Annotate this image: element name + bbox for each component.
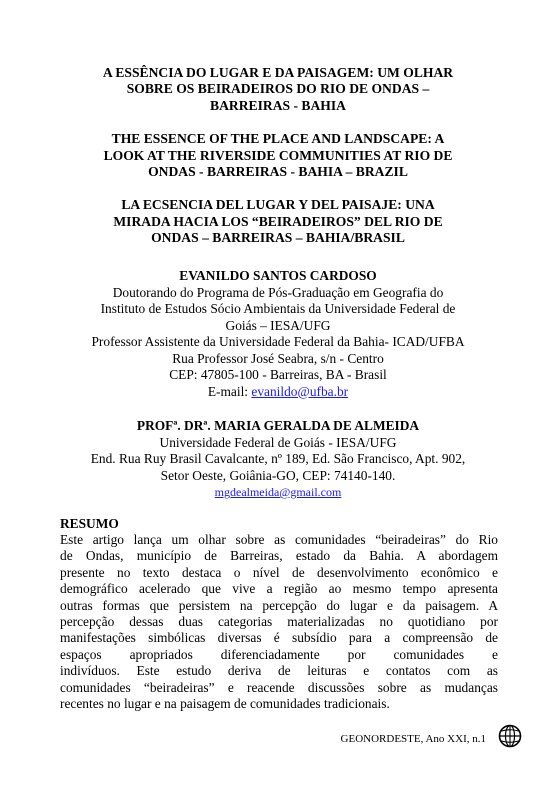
abstract: [60, 516, 498, 712]
title-line: BARREIRAS - BAHIA: [210, 97, 346, 113]
author-block-1: [60, 268, 496, 400]
title-line: SOBRE OS BEIRADEIROS DO RIO DE ONDAS –: [126, 81, 430, 97]
author-block-2: [60, 418, 496, 501]
affiliation-line: Professor Assistente da Universidade Federal da Bahia- ICAD/UFBA: [91, 334, 465, 349]
author-name: PROFª. DRª. MARIA GERALDA DE ALMEIDA: [136, 418, 420, 433]
journal-footer: GEONORDESTE, Ano XXI, n.1: [340, 733, 486, 745]
email-link[interactable]: mgdealmeida@gmail.com: [214, 485, 342, 499]
title-line: ONDAS - BARREIRAS - BAHIA – BRAZIL: [148, 164, 408, 180]
title-line: ONDAS – BARREIRAS – BAHIA/BRASIL: [151, 230, 405, 246]
affiliation-line: Goiás – IESA/UFG: [225, 317, 331, 333]
abstract-line: comunidades “beiradeiras” e reacende discussões sobre as mudanças: [60, 679, 498, 695]
title-line: A ESSÊNCIA DO LUGAR E DA PAISAGEM: UM OLHAR: [102, 65, 454, 80]
title-line: LOOK AT THE RIVERSIDE COMMUNITIES AT RIO DE: [103, 147, 453, 163]
affiliation-line: Universidade Federal de Goiás - IESA/UFG: [159, 434, 397, 450]
abstract-line: Este artigo lança um olhar sobre as comunidades “beiradeiras” do Rio: [60, 532, 498, 547]
title-line: LA ECSENCIA DEL LUGAR Y DEL PAISAJE: UNA: [121, 197, 435, 213]
address-line: Setor Oeste, Goiânia-GO, CEP: 74140-140.: [160, 467, 396, 483]
abstract-line: manifestações simbólicas diversas é subsídio para a compreensão de: [60, 630, 498, 646]
abstract-line: espaços apropriados diferenciadamente por comunidades e: [60, 646, 498, 662]
abstract-heading: RESUMO: [60, 516, 119, 531]
abstract-body: [60, 532, 498, 712]
affiliation-line: Doutorando do Programa de Pós-Graduação em Geografia do: [112, 284, 444, 300]
title-spanish: [60, 197, 496, 246]
title-portuguese: [60, 65, 496, 114]
abstract-line: demográfico acelerado que vive a região ao mesmo tempo apresenta: [60, 581, 498, 597]
abstract-line: percepção dessas duas categorias materializadas no quotidiano por: [60, 614, 498, 630]
title-line: MIRADA HACIA LOS “BEIRADEIROS” DEL RIO DE: [113, 213, 443, 229]
abstract-line: indivíduos. Este estudo deriva de leituras e contatos com as: [60, 663, 498, 679]
title-english: [60, 131, 496, 180]
abstract-line: outras formas que persistem na percepção do lugar e da paisagem. A: [60, 597, 498, 613]
affiliation-line: Instituto de Estudos Sócio Ambientais da Universidade Federal de: [100, 301, 456, 316]
title-group: [60, 65, 496, 247]
address-line: Rua Professor José Seabra, s/n - Centro: [172, 350, 384, 366]
title-line: THE ESSENCE OF THE PLACE AND LANDSCAPE: A: [111, 131, 445, 147]
email-row: [60, 384, 496, 401]
email-row: [60, 484, 496, 501]
globe-icon: [498, 724, 522, 748]
address-line: End. Rua Ruy Brasil Cavalcante, nº 189, Ed. São Francisco, Apt. 902,: [90, 451, 466, 466]
author-name: EVANILDO SANTOS CARDOSO: [179, 268, 377, 283]
email-link[interactable]: evanildo@ufba.br: [251, 383, 349, 399]
address-line: CEP: 47805-100 - Barreiras, BA - Brasil: [169, 367, 387, 382]
abstract-line: de Ondas, município de Barreiras, estado da Bahia. A abordagem: [60, 548, 498, 564]
abstract-line: presente no texto destaca o nível de desenvolvimento econômico e: [60, 564, 498, 580]
abstract-line: recentes no lugar e na paisagem de comunidades tradicionais.: [60, 696, 390, 712]
email-label: E-mail:: [207, 383, 252, 399]
